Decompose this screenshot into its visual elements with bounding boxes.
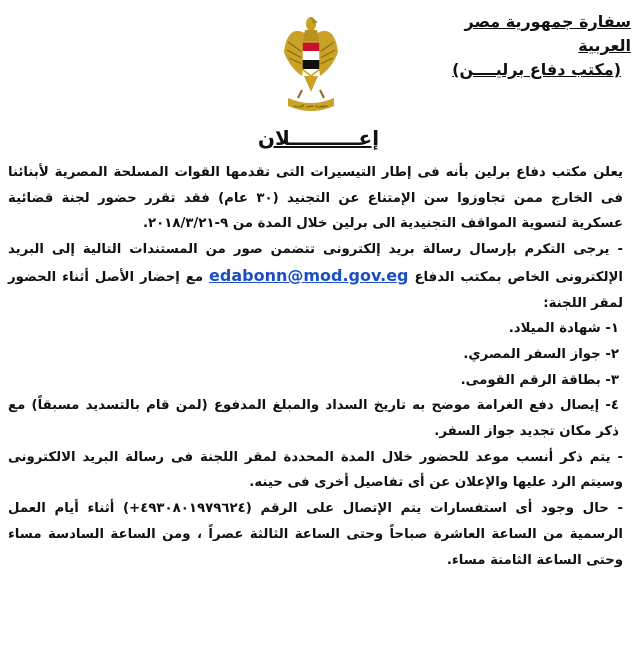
list-item: ١- شهادة الميلاد. [508,321,619,337]
intro-paragraph: يعلن مكتب دفاع برلين بأنه فى إطار التيسيرات التى تقدمها القوات المسلحة المصرية لأبنائنا فى الخارج ممن تجاوزوا سن الإمتناع عن التجنيد (٣٠ عام) فقد تقرر حضور لجنة قضائية عسكرية لتسوية المواقف التجنيدية الى برلين خلال المدة من ٩-٢٠١٨/٣/٢١. [8,165,623,232]
embassy-name: سفارة جمهورية مصر العربية [464,12,631,55]
list-item: ٣- بطاقة الرقم القومى. [460,372,619,388]
email-link[interactable]: edabonn@mod.gov.eg [209,265,409,285]
request-paragraph [8,237,623,316]
appointment-paragraph: - يتم ذكر أنسب موعد للحضور خلال المدة المحددة لمقر اللجنة فى رسالة البريد الالكترونى وسيتم الرد عليها والإعلان عن أى تفاصيل أخرى فى حينه. [8,449,623,491]
defense-office-name: (مكتب دفاع برليــــن) [452,60,621,79]
list-item: ٢- جواز السفر المصري. [463,346,619,362]
egypt-eagle-emblem-icon [282,12,340,116]
list-item: ٤- إيصال دفع الغرامة موضح به تاريخ السداد والمبلغ المدفوع (لمن قام بالتسديد مسبقاً) مع ذكر مكان تجديد جواز السفر. [8,398,619,440]
announcement-title: إعــــــــــلان [257,126,380,150]
announcement-body [8,160,623,573]
request-text-before: - يرجى التكرم بإرسال رسالة بريد إلكترونى تتضمن صور من المستندات التالية إلى البريد الإلكترونى الخاص بمكتب الدفاع [8,242,623,285]
embassy-header [411,10,631,82]
emblem-inscription: جمهورية مصر العربية [293,103,329,108]
request-text-after: مع إحضار الأصل أثناء الحضور لمقر اللجنة: [8,269,623,311]
contact-paragraph: - حال وجود أى استفسارات يتم الإتصال على الرقم (٤٩٣٠٨٠١٩٧٩٦٢٤+) أثناء أيام العمل الرسمية من الساعة العاشرة صباحاً وحتى الساعة الثالثة عصراً ، ومن الساعة السادسة مساء وحتى الساعة الثامنة مساء. [8,501,623,568]
